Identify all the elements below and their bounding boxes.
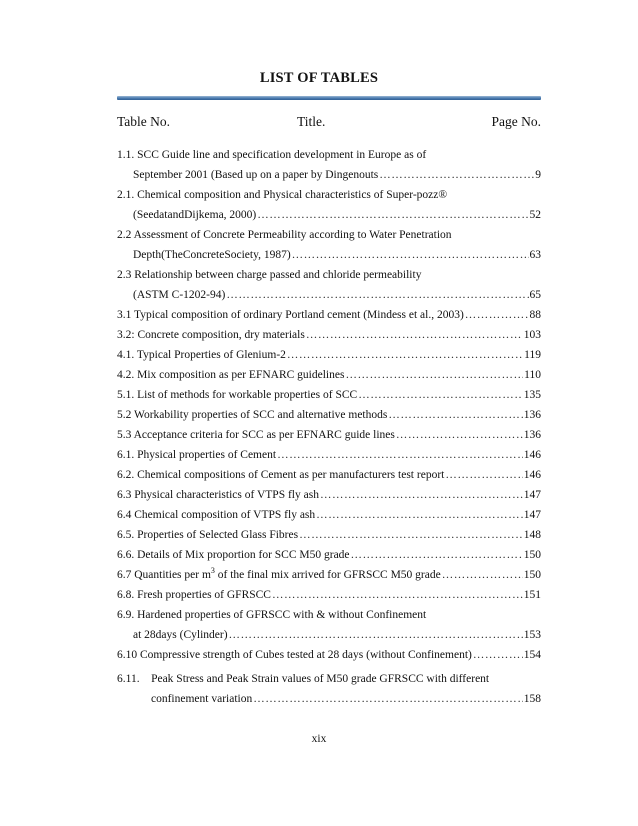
entry-title: Chemical composition and Physical characteristics of Super-pozz® bbox=[137, 189, 448, 201]
leader-dots bbox=[396, 425, 523, 445]
list-entry bbox=[117, 445, 541, 465]
entry-number: 2.2 bbox=[117, 229, 132, 241]
entry-title-cont: (ASTM C-1202-94) bbox=[133, 289, 226, 301]
leader-dots bbox=[320, 485, 523, 505]
list-entry bbox=[117, 485, 541, 505]
entry-title: Hardened properties of GFRSCC with & without Confinement bbox=[137, 609, 427, 621]
entry-number: 6.5. bbox=[117, 529, 135, 541]
leader-dots bbox=[445, 465, 522, 485]
entry-title-part: Quantities per m bbox=[134, 569, 211, 581]
list-entry bbox=[117, 385, 541, 405]
entry-title-cont: at 28days (Cylinder) bbox=[133, 629, 228, 641]
leader-dots bbox=[229, 625, 523, 645]
entry-page: 153 bbox=[523, 629, 541, 641]
entry-number: 4.1. bbox=[117, 349, 135, 361]
leader-dots bbox=[226, 285, 528, 305]
entry-number: 6.1. bbox=[117, 449, 135, 461]
title-divider bbox=[117, 96, 541, 100]
leader-dots bbox=[306, 325, 523, 345]
entry-number: 6.6. bbox=[117, 549, 135, 561]
entry-page: 146 bbox=[523, 469, 541, 481]
entry-number: 5.3 bbox=[117, 429, 132, 441]
entry-page: 9 bbox=[535, 169, 541, 181]
entry-title: Assessment of Concrete Permeability according to Water Penetration bbox=[133, 229, 452, 241]
entry-page: 146 bbox=[523, 449, 541, 461]
leader-dots bbox=[442, 565, 523, 585]
entry-title: Relationship between charge passed and chloride permeability bbox=[134, 269, 422, 281]
entry-page: 65 bbox=[529, 289, 541, 301]
entry-page: 88 bbox=[529, 309, 541, 321]
superscript-3: 3 bbox=[210, 566, 215, 576]
header-title: Title. bbox=[297, 114, 326, 129]
entry-page: 147 bbox=[523, 489, 541, 501]
entry-title: Peak Stress and Peak Strain values of M50 grade GFRSCC with different bbox=[151, 673, 490, 685]
entry-number: 6.7 bbox=[117, 569, 132, 581]
list-entry bbox=[117, 405, 541, 425]
leader-dots bbox=[465, 305, 529, 325]
leader-dots bbox=[351, 545, 523, 565]
entry-title: Chemical composition of VTPS fly ash bbox=[134, 509, 316, 521]
leader-dots bbox=[272, 585, 523, 605]
entry-title: Details of Mix proportion for SCC M50 grade bbox=[137, 549, 350, 561]
entry-number: 3.2: bbox=[117, 329, 135, 341]
entry-page: 148 bbox=[523, 529, 541, 541]
list-entry bbox=[117, 325, 541, 345]
entry-page: 151 bbox=[523, 589, 541, 601]
entry-title-cont: (SeedatandDijkema, 2000) bbox=[133, 209, 257, 221]
leader-dots bbox=[388, 405, 522, 425]
entry-page: 158 bbox=[523, 693, 541, 705]
list-entry bbox=[117, 585, 541, 605]
entry-title: Typical composition of ordinary Portland cement (Mindess et al., 2003) bbox=[134, 309, 464, 321]
header-page-no: Page No. bbox=[491, 114, 541, 129]
leader-dots bbox=[379, 165, 534, 185]
entry-number: 6.8. bbox=[117, 589, 135, 601]
entry-title-cont: confinement variation bbox=[151, 693, 253, 705]
page-number-footer: xix bbox=[311, 733, 327, 745]
entry-page: 119 bbox=[524, 349, 541, 361]
leader-dots bbox=[287, 345, 523, 365]
table-list bbox=[117, 145, 541, 709]
entry-title: Physical characteristics of VTPS fly ash bbox=[134, 489, 319, 501]
list-entry bbox=[117, 669, 541, 709]
entry-number: 1.1. bbox=[117, 149, 135, 161]
header-table-no: Table No. bbox=[117, 114, 171, 129]
entry-number: 6.10 bbox=[117, 649, 138, 661]
entry-number: 6.4 bbox=[117, 509, 132, 521]
entry-title: Physical properties of Cement bbox=[137, 449, 277, 461]
list-entry bbox=[117, 545, 541, 565]
entry-number: 6.9. bbox=[117, 609, 135, 621]
entry-page: 136 bbox=[523, 409, 541, 421]
leader-dots bbox=[316, 505, 523, 525]
entry-number: 6.11. bbox=[117, 673, 140, 685]
entry-page: 150 bbox=[523, 569, 541, 581]
leader-dots bbox=[345, 365, 523, 385]
entry-title: SCC Guide line and specification development in Europe as of bbox=[137, 149, 427, 161]
entry-page: 52 bbox=[529, 209, 541, 221]
entry-number: 2.1. bbox=[117, 189, 135, 201]
entry-page: 110 bbox=[524, 369, 541, 381]
list-entry bbox=[117, 185, 541, 225]
entry-title-part: of the final mix arrived for GFRSCC M50 grade bbox=[214, 569, 441, 581]
entry-title: Concrete composition, dry materials bbox=[137, 329, 305, 341]
list-entry bbox=[117, 565, 541, 585]
entry-title: Typical Properties of Glenium-2 bbox=[136, 349, 286, 361]
entry-title-cont: September 2001 (Based up on a paper by Dingenouts bbox=[133, 169, 379, 181]
list-entry bbox=[117, 425, 541, 445]
page-title: LIST OF TABLES bbox=[259, 70, 379, 86]
entry-page: 154 bbox=[523, 649, 541, 661]
leader-dots bbox=[253, 689, 523, 709]
entry-title: Chemical compositions of Cement as per manufacturers test report bbox=[137, 469, 445, 481]
entry-page: 147 bbox=[523, 509, 541, 521]
list-entry bbox=[117, 525, 541, 545]
entry-number: 2.3 bbox=[117, 269, 132, 281]
list-entry bbox=[117, 465, 541, 485]
entry-page: 135 bbox=[523, 389, 541, 401]
entry-title: List of methods for workable properties of SCC bbox=[137, 389, 358, 401]
leader-dots bbox=[358, 385, 523, 405]
leader-dots bbox=[257, 205, 528, 225]
entry-number: 4.2. bbox=[117, 369, 135, 381]
list-entry bbox=[117, 345, 541, 365]
entry-title: Workability properties of SCC and alternative methods bbox=[134, 409, 388, 421]
list-entry bbox=[117, 145, 541, 185]
list-entry bbox=[117, 305, 541, 325]
entry-page: 150 bbox=[523, 549, 541, 561]
entry-title: Properties of Selected Glass Fibres bbox=[137, 529, 299, 541]
entry-title: Compressive strength of Cubes tested at 28 days (without Confinement) bbox=[140, 649, 472, 661]
entry-number: 6.3 bbox=[117, 489, 132, 501]
entry-page: 136 bbox=[523, 429, 541, 441]
entry-number: 3.1 bbox=[117, 309, 132, 321]
entry-page: 103 bbox=[523, 329, 541, 341]
list-entry bbox=[117, 365, 541, 385]
list-entry bbox=[117, 265, 541, 305]
entry-title: Mix composition as per EFNARC guidelines bbox=[137, 369, 345, 381]
entry-title-cont: Depth(TheConcreteSociety, 1987) bbox=[133, 249, 291, 261]
leader-dots bbox=[299, 525, 523, 545]
list-entry bbox=[117, 225, 541, 265]
entry-title: Acceptance criteria for SCC as per EFNARC guide lines bbox=[133, 429, 395, 441]
entry-title: Fresh properties of GFRSCC bbox=[137, 589, 271, 601]
entry-page: 63 bbox=[529, 249, 541, 261]
entry-number: 5.2 bbox=[117, 409, 132, 421]
leader-dots bbox=[473, 645, 523, 665]
leader-dots bbox=[277, 445, 523, 465]
leader-dots bbox=[292, 245, 529, 265]
list-entry bbox=[117, 645, 541, 665]
list-entry bbox=[117, 505, 541, 525]
entry-number: 6.2. bbox=[117, 469, 135, 481]
list-entry bbox=[117, 605, 541, 645]
entry-number: 5.1. bbox=[117, 389, 135, 401]
